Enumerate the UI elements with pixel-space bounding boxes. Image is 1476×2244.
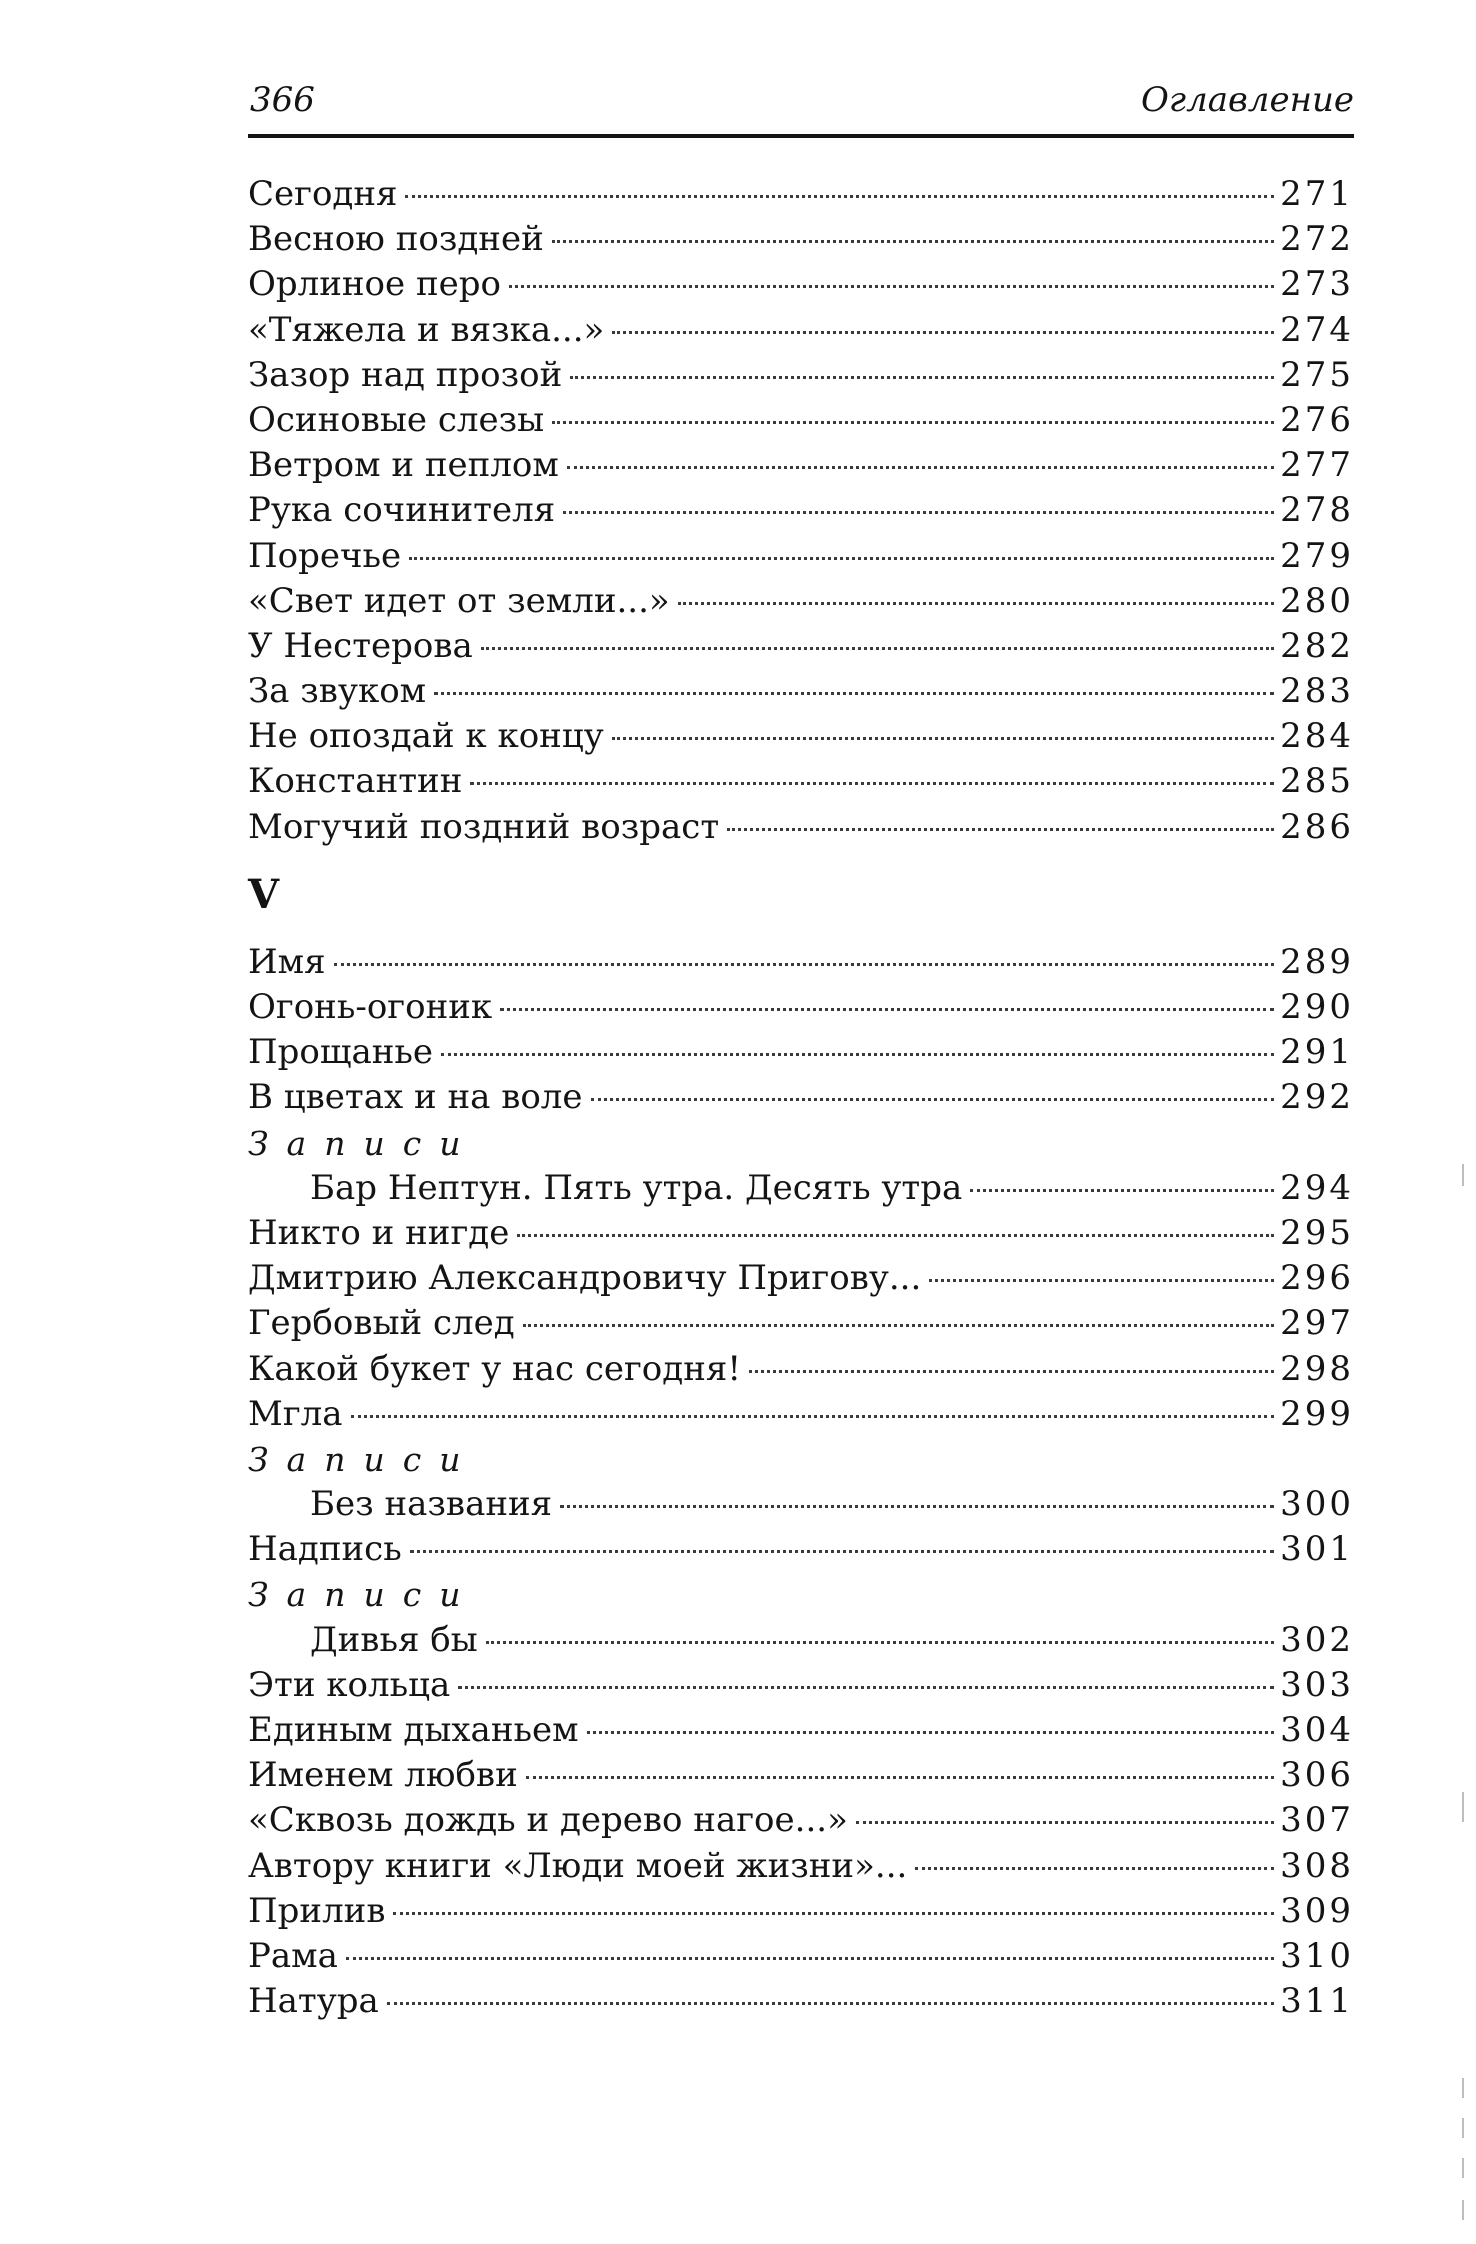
toc-entry-page: 307 [1280, 1800, 1354, 1841]
toc-entry [248, 759, 1354, 804]
toc-entry-title: Весною поздней [248, 219, 544, 260]
dot-leader [346, 1957, 1274, 1960]
toc-entry-title: Прилив [248, 1890, 386, 1931]
dot-leader [929, 1279, 1274, 1282]
toc-entry [248, 1256, 1354, 1301]
toc-entry-title: Рука сочинителя [248, 490, 556, 531]
toc-entry-page: 283 [1280, 671, 1354, 712]
toc-entry [248, 1934, 1354, 1979]
toc-entry-page: 306 [1280, 1755, 1354, 1796]
toc-entry-title: «Тяжела и вязка...» [248, 309, 605, 350]
toc-entry [248, 1482, 1354, 1527]
toc-entry-page: 309 [1280, 1890, 1354, 1931]
dot-leader [856, 1821, 1274, 1824]
toc-entry-title: Какой букет у нас сегодня! [248, 1348, 741, 1389]
toc-entry [248, 217, 1354, 262]
toc-group-label: Записи [248, 1575, 479, 1615]
dot-leader [526, 1776, 1274, 1779]
toc-entry [248, 1075, 1354, 1120]
running-header [248, 80, 1354, 138]
toc-entry-page: 289 [1280, 941, 1354, 982]
dot-leader [567, 466, 1274, 469]
dot-leader [409, 557, 1274, 560]
dot-leader [509, 285, 1274, 288]
toc-entry-page: 308 [1280, 1845, 1354, 1886]
toc-entry-page: 304 [1280, 1710, 1354, 1750]
toc-part-2 [248, 940, 1354, 2025]
dot-leader [523, 1324, 1274, 1327]
toc-entry [248, 985, 1354, 1030]
dot-leader [612, 737, 1274, 740]
toc-entry-title: Могучий поздний возраст [248, 806, 720, 847]
toc-entry-page: 301 [1280, 1529, 1354, 1570]
dot-leader [727, 828, 1274, 831]
toc-entry [248, 1527, 1354, 1572]
toc-entry-page: 295 [1280, 1212, 1354, 1253]
toc-entry-title: Автору книги «Люди моей жизни»... [248, 1845, 908, 1886]
toc-entry-page: 272 [1280, 219, 1354, 260]
toc-entry-page: 273 [1280, 264, 1354, 305]
dot-leader [334, 963, 1275, 966]
table-of-contents [248, 172, 1354, 2024]
toc-entry-page: 300 [1280, 1484, 1354, 1525]
toc-entry-page: 299 [1280, 1393, 1354, 1434]
toc-entry-title: Имя [248, 941, 326, 982]
toc-entry-page: 311 [1280, 1981, 1354, 2022]
dot-leader [749, 1370, 1274, 1373]
dot-leader [393, 1912, 1274, 1915]
toc-entry [248, 805, 1354, 850]
toc-entry-page: 271 [1280, 174, 1354, 214]
toc-entry-page: 277 [1280, 445, 1354, 486]
toc-entry-title: Единым дыханьем [248, 1710, 579, 1750]
dot-leader [678, 602, 1274, 605]
running-title: Оглавление [1141, 80, 1354, 120]
toc-entry [248, 398, 1354, 443]
dot-leader [387, 2002, 1274, 2005]
toc-entry-title: Ветром и пеплом [248, 445, 559, 486]
toc-entry-page: 280 [1280, 580, 1354, 621]
toc-entry [248, 1979, 1354, 2024]
scan-mark [1462, 1792, 1464, 1822]
toc-entry-page: 297 [1280, 1303, 1354, 1344]
page-number: 366 [250, 80, 315, 120]
toc-entry-title: У Нестерова [248, 625, 473, 666]
toc-entry-page: 278 [1280, 490, 1354, 531]
dot-leader [563, 511, 1274, 514]
toc-entry-page: 286 [1280, 806, 1354, 847]
dot-leader [591, 1098, 1275, 1101]
toc-entry [248, 1889, 1354, 1934]
toc-entry-title: «Сквозь дождь и дерево нагое...» [248, 1800, 848, 1841]
scan-mark [1462, 2078, 1464, 2098]
toc-entry-title: Дмитрию Александровичу Пригову... [248, 1258, 922, 1299]
toc-entry-title: Надпись [248, 1529, 402, 1570]
toc-entry [248, 172, 1354, 217]
toc-entry-page: 285 [1280, 761, 1354, 802]
toc-entry [248, 1618, 1354, 1663]
toc-entry-page: 302 [1280, 1619, 1354, 1660]
scan-mark [1462, 2200, 1464, 2220]
toc-entry-title: Сегодня [248, 174, 398, 214]
toc-entry [248, 1347, 1354, 1392]
toc-entry [248, 1030, 1354, 1075]
dot-leader [517, 1234, 1274, 1237]
toc-entry [248, 308, 1354, 353]
toc-entry [248, 534, 1354, 579]
toc-entry-page: 284 [1280, 716, 1354, 757]
scan-mark [1462, 1164, 1464, 1186]
dot-leader [570, 376, 1274, 379]
toc-entry-title: Зазор над прозой [248, 354, 563, 395]
toc-entry-page: 274 [1280, 309, 1354, 350]
toc-entry [248, 714, 1354, 759]
toc-entry-title: Гербовый след [248, 1303, 515, 1344]
toc-entry [248, 1166, 1354, 1211]
scan-margin-marks [1460, 0, 1466, 2244]
toc-entry [248, 1301, 1354, 1346]
dot-leader [470, 782, 1274, 785]
toc-entry [248, 353, 1354, 398]
toc-entry [248, 1798, 1354, 1843]
toc-entry-title: Огонь-огоник [248, 987, 493, 1027]
dot-leader [486, 1641, 1274, 1644]
dot-leader [410, 1550, 1274, 1553]
dot-leader [915, 1867, 1274, 1870]
toc-entry-title: В цветах и на воле [248, 1077, 583, 1118]
toc-entry-page: 298 [1280, 1348, 1354, 1389]
toc-entry [248, 1844, 1354, 1889]
toc-entry-page: 279 [1280, 535, 1354, 576]
toc-entry-page: 292 [1280, 1077, 1354, 1118]
toc-entry-page: 303 [1280, 1664, 1354, 1705]
toc-entry [248, 443, 1354, 488]
toc-entry-page: 290 [1280, 987, 1354, 1027]
toc-entry-title: Без названия [310, 1484, 553, 1525]
toc-entry [248, 262, 1354, 307]
toc-entry-title: За звуком [248, 671, 427, 712]
dot-leader [458, 1686, 1274, 1689]
toc-entry-title: Прощанье [248, 1032, 434, 1073]
dot-leader [500, 1008, 1274, 1011]
toc-entry-page: 275 [1280, 354, 1354, 395]
toc-entry-page: 294 [1280, 1167, 1354, 1208]
toc-entry-title: Именем любви [248, 1755, 518, 1796]
toc-entry [248, 1708, 1354, 1753]
dot-leader [481, 647, 1274, 650]
dot-leader [970, 1189, 1274, 1192]
scan-mark [1462, 2118, 1464, 2138]
toc-entry-title: Не опоздай к концу [248, 716, 604, 757]
toc-entry-page: 276 [1280, 399, 1354, 440]
dot-leader [351, 1415, 1275, 1418]
toc-entry [248, 669, 1354, 714]
toc-entry-page: 310 [1280, 1935, 1354, 1976]
dot-leader [612, 331, 1274, 334]
dot-leader [434, 692, 1274, 695]
toc-entry-page: 282 [1280, 625, 1354, 666]
toc-entry-page: 291 [1280, 1032, 1354, 1073]
toc-entry [248, 1663, 1354, 1708]
toc-entry-title: Никто и нигде [248, 1212, 510, 1253]
toc-entry [248, 1211, 1354, 1256]
toc-entry [248, 488, 1354, 533]
toc-entry [248, 940, 1354, 985]
section-heading: V [248, 870, 280, 918]
dot-leader [405, 195, 1274, 198]
toc-group-label: Записи [248, 1439, 479, 1479]
toc-entry-page: 296 [1280, 1258, 1354, 1299]
toc-entry-title: Бар Нептун. Пять утра. Десять утра [310, 1167, 963, 1208]
toc-entry [248, 579, 1354, 624]
toc-entry-title: Поречье [248, 535, 402, 576]
toc-entry-title: «Свет идет от земли...» [248, 580, 670, 621]
toc-entry-title: Рама [248, 1935, 338, 1976]
toc-part-1 [248, 172, 1354, 850]
dot-leader [441, 1053, 1274, 1056]
dot-leader [552, 421, 1274, 424]
toc-entry-title: Дивья бы [310, 1619, 478, 1660]
toc-group-label: Записи [248, 1123, 479, 1163]
toc-entry-title: Константин [248, 761, 463, 802]
scan-mark [1462, 2158, 1464, 2178]
toc-entry [248, 624, 1354, 669]
toc-entry [248, 1753, 1354, 1798]
dot-leader [587, 1731, 1275, 1734]
toc-entry [248, 1392, 1354, 1437]
toc-entry-title: Натура [248, 1981, 379, 2022]
toc-entry-title: Мгла [248, 1393, 343, 1434]
dot-leader [552, 240, 1274, 243]
toc-entry-title: Эти кольца [248, 1664, 451, 1705]
toc-entry-title: Орлиное перо [248, 264, 501, 305]
dot-leader [560, 1505, 1274, 1508]
book-page [248, 80, 1354, 2024]
toc-entry-title: Осиновые слезы [248, 399, 545, 440]
